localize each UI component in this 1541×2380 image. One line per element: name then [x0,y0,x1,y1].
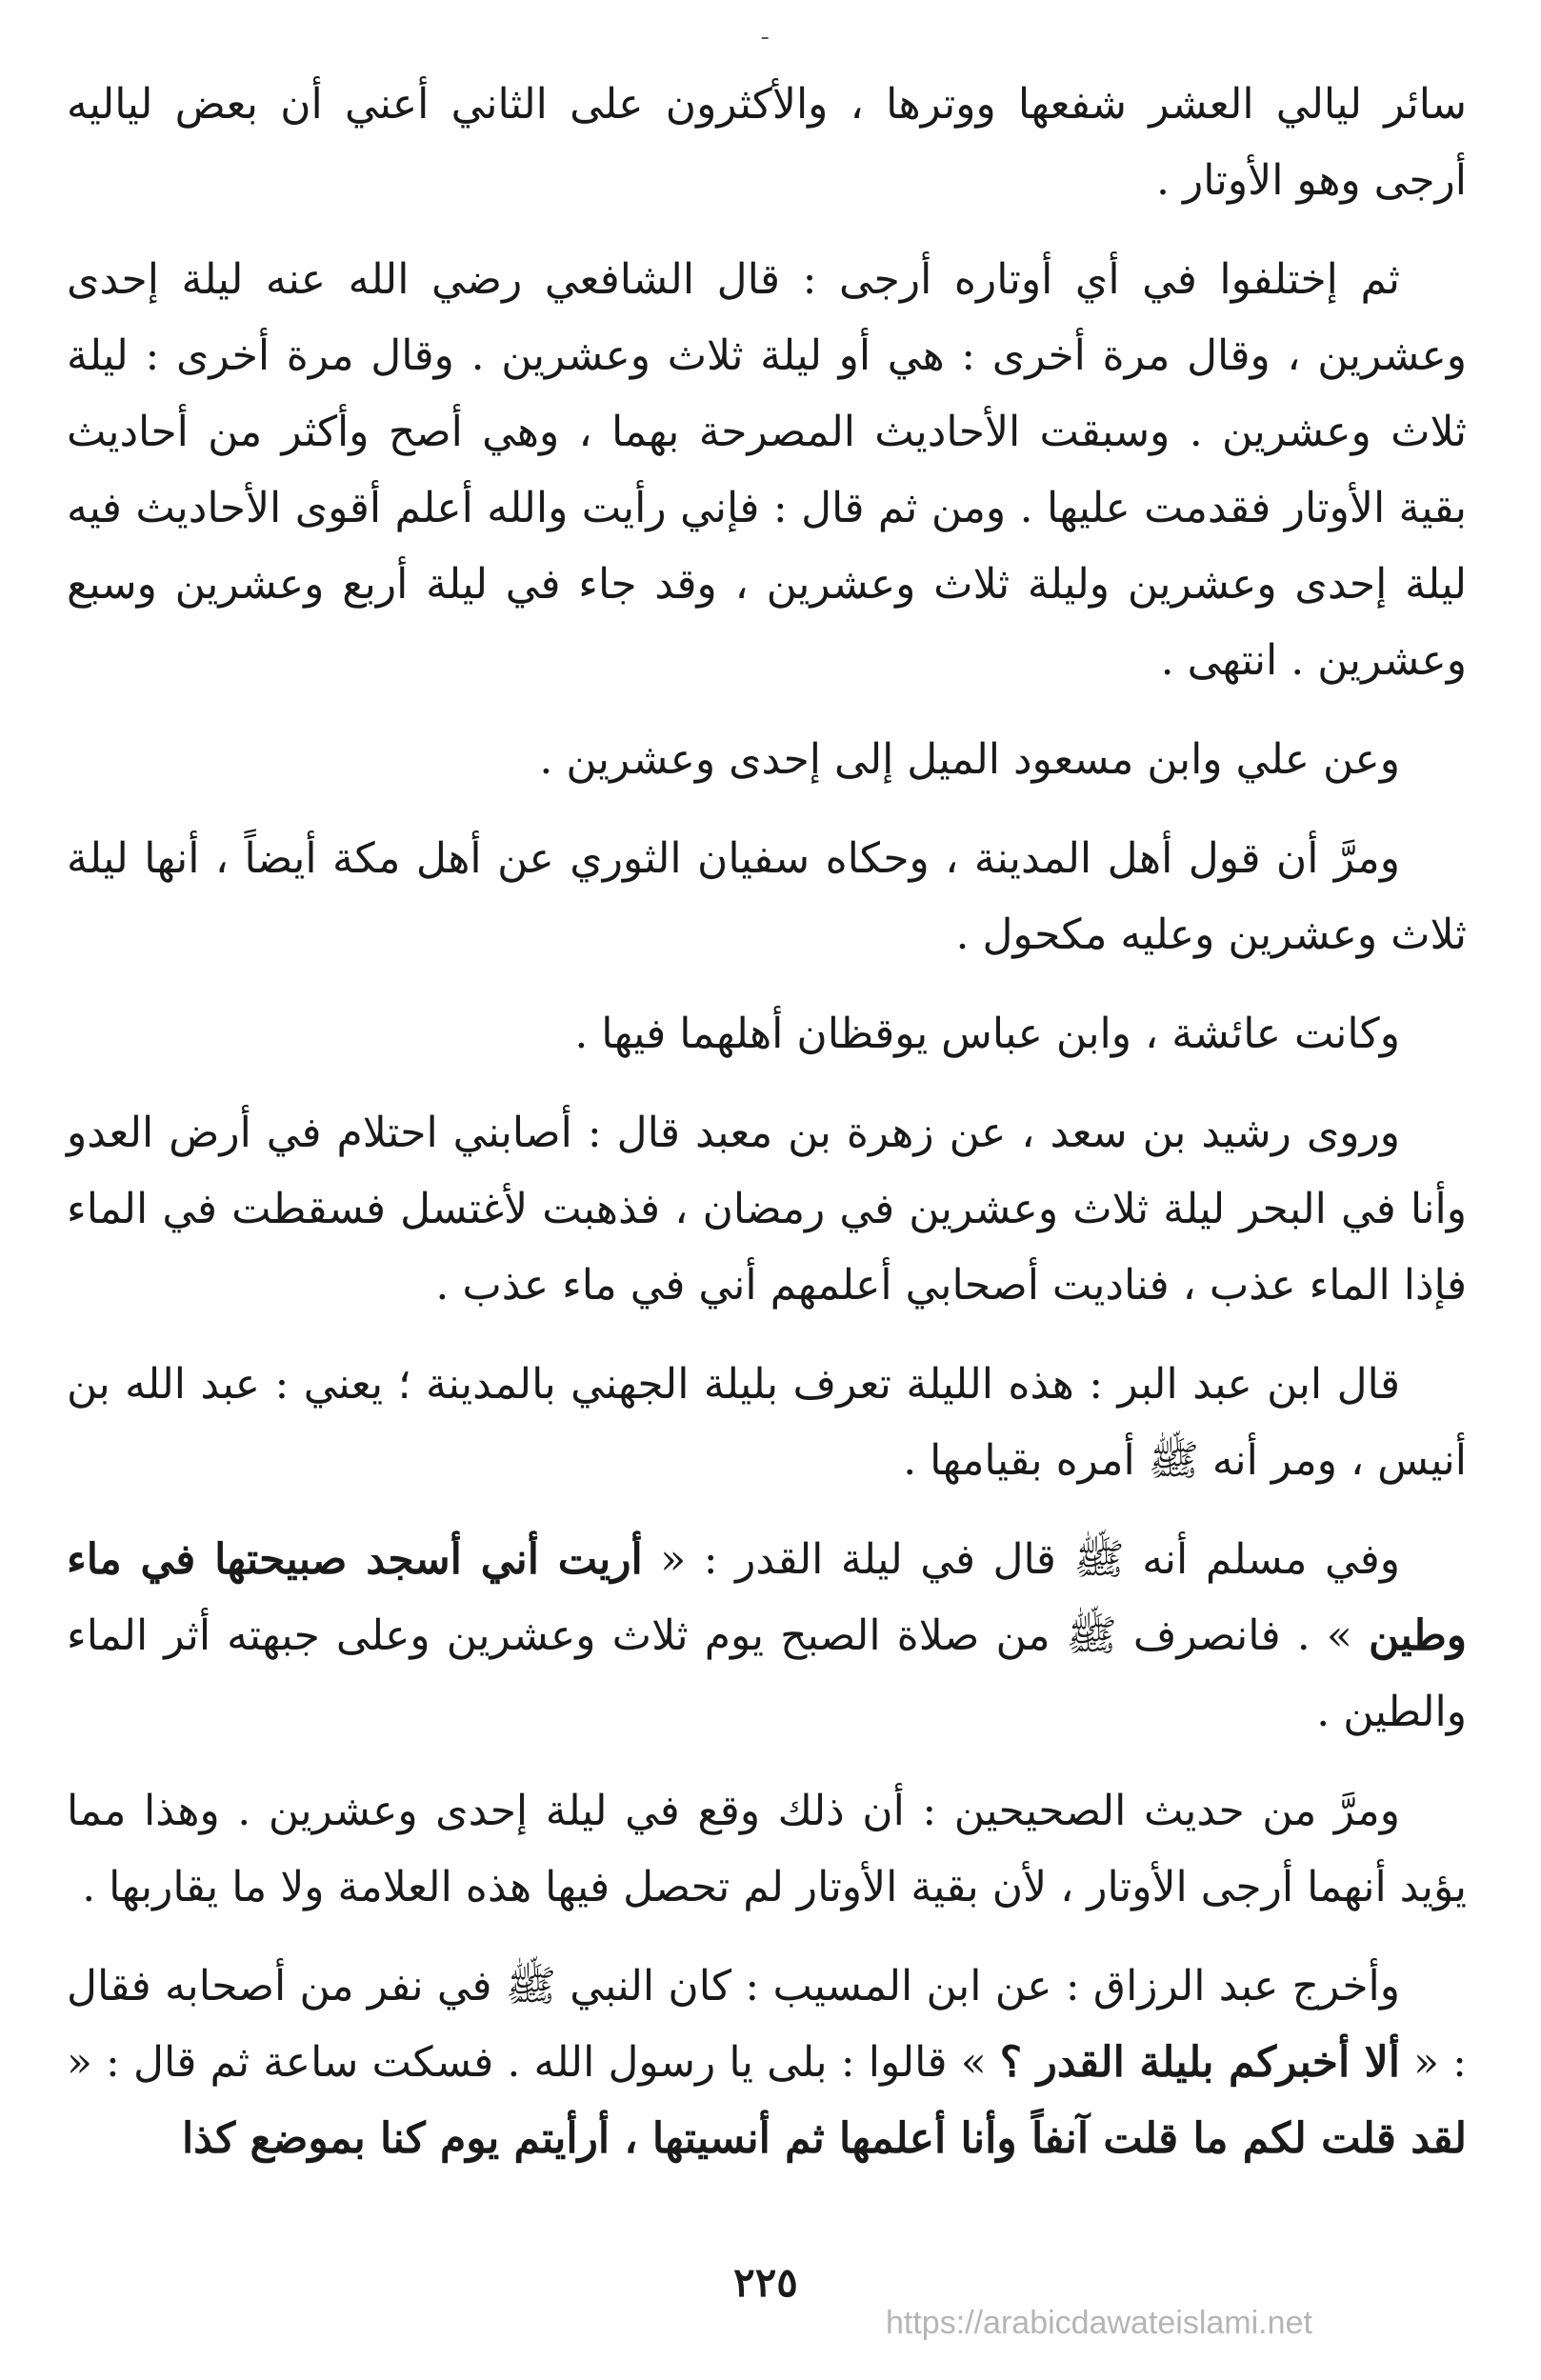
text-run: » . فانصرف ﷺ من صلاة الصبح يوم ثلاث وعشرين وعلى جبهته أثر الماء والطين . [67,1611,1467,1736]
bold-quote: أريت أني أسجد صبيحتها في ماء وطين [67,1535,1467,1660]
paragraph [67,722,1467,798]
paragraph [67,821,1467,973]
paragraph [67,1347,1467,1499]
text-run: » قالوا : بلى يا رسول الله . فسكت ساعة ثم قال : « [67,2038,1000,2087]
paragraph [67,1773,1467,1926]
text-run: وكانت عائشة ، وابن عباس يوقظان أهلهما فيها . [574,1010,1400,1058]
paragraph [67,67,1467,219]
header-mark: ـ [762,21,769,45]
text-run: ثم إختلفوا في أي أوتاره أرجى : قال الشافعي رضي الله عنه ليلة إحدى وعشرين ، وقال مرة أخرى : هي أو ليلة ثلاث وعشرين . وقال مرة أخرى : ليلة ثلاث وعشرين . وسبقت الأحاديث المصرحة بهما ، وهي أصح وأكثر من أحاديث بقية الأوتار فقدمت عليها . ومن ثم قال : فإني رأيت والله أعلم أقوى الأحاديث فيه ليلة إحدى وعشرين وليلة ثلاث وعشرين ، وقد جاء في ليلة أربع وعشرين وسبع وعشرين . انتهى . [67,255,1468,685]
bold-quote: ألا أخبركم بليلة القدر ؟ [999,2038,1400,2087]
text-run: وأخرج عبد الرزاق : عن ابن المسيب : كان النبي ﷺ في نفر من أصحابه فقال : « [67,1962,1467,2087]
page-body [67,67,1467,2333]
text-run: ومرَّ من حديث الصحيحين : أن ذلك وقع في ليلة إحدى وعشرين . وهذا مما يؤيد أنهما أرجى الأوتار ، لأن بقية الأوتار لم تحصل فيها هذه العلامة ولا ما يقاربها . [67,1787,1467,1911]
text-run: وعن علي وابن مسعود الميل إلى إحدى وعشرين . [539,735,1400,784]
paragraph [67,1949,1467,2177]
watermark-url: https://arabicdawateislami.net [886,2305,1312,2341]
paragraph [67,1095,1467,1324]
paragraph [67,242,1467,699]
page-number: ٢٢٥ [733,2259,798,2306]
paragraph [67,996,1467,1072]
paragraph [67,1522,1467,1750]
text-run: وفي مسلم أنه ﷺ قال في ليلة القدر : « [642,1535,1401,1584]
text-run: قال ابن عبد البر : هذه الليلة تعرف بليلة الجهني بالمدينة ؛ يعني : عبد الله بن أنيس ، ومر أنه ﷺ أمره بقيامها . [67,1360,1467,1485]
text-run: سائر ليالي العشر شفعها ووترها ، والأكثرون على الثاني أعني أن بعض لياليه أرجى وهو الأوتار . [67,80,1467,205]
text-run: وروى رشيد بن سعد ، عن زهرة بن معبد قال : أصابني احتلام في أرض العدو وأنا في البحر ليلة ثلاث وعشرين في رمضان ، فذهبت لأغتسل فسقطت في الماء فإذا الماء عذب ، فناديت أصحابي أعلمهم أني في ماء عذب . [67,1109,1467,1310]
text-run: ومرَّ أن قول أهل المدينة ، وحكاه سفيان الثوري عن أهل مكة أيضاً ، أنها ليلة ثلاث وعشرين وعليه مكحول . [67,834,1467,959]
bold-quote: لقد قلت لكم ما قلت آنفاً وأنا أعلمها ثم أنسيتها ، أرأيتم يوم كنا بموضع كذا [181,2114,1467,2163]
